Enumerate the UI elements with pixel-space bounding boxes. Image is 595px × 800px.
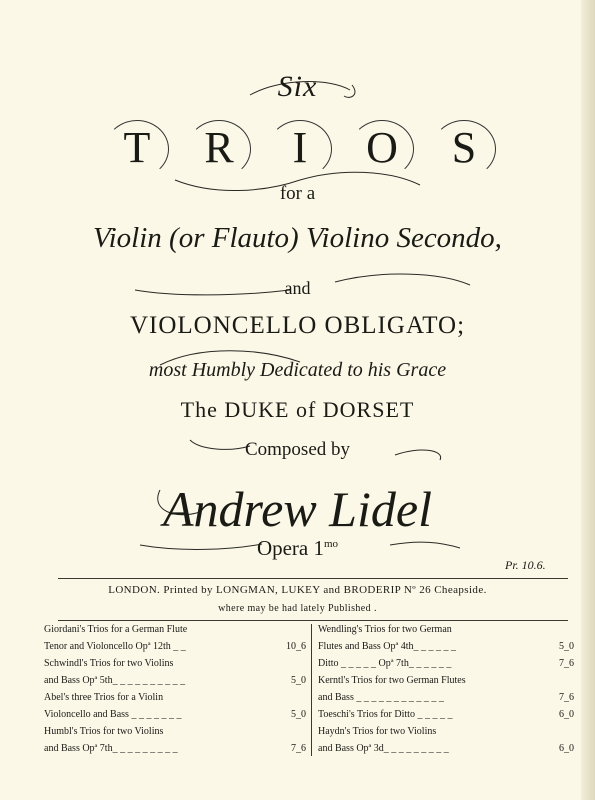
column-divider bbox=[311, 624, 312, 756]
catalogue bbox=[44, 624, 574, 760]
violoncello-line: VIOLONCELLO OBLIGATO; bbox=[129, 312, 466, 339]
dedication-line: most Humbly Dedicated to his Grace bbox=[148, 359, 447, 381]
catalogue-entry: Wendling's Trios for two German bbox=[318, 624, 452, 635]
imprint-where: where may be had lately Published . bbox=[218, 603, 377, 614]
trios-heading bbox=[0, 120, 595, 180]
catalogue-entry: and Bass Opª 3d_ _ _ _ _ _ _ _ _ 6_0 bbox=[318, 743, 574, 754]
catalogue-entry: Abel's three Trios for a Violin bbox=[44, 692, 164, 703]
catalogue-entry: and Bass _ _ _ _ _ _ _ _ _ _ _ _ 7_6 bbox=[318, 692, 574, 703]
opus-superscript: mo bbox=[324, 538, 339, 550]
catalogue-entry: Flutes and Bass Opª 4th_ _ _ _ _ _ 5_0 bbox=[318, 641, 574, 652]
for-a-text: for a bbox=[279, 183, 316, 204]
entry-price: 6_0 bbox=[559, 709, 574, 720]
entry-price: 10_6 bbox=[286, 641, 306, 652]
catalogue-entry: Haydn's Trios for two Violins bbox=[318, 726, 437, 737]
title-letter-o: O bbox=[366, 123, 398, 172]
catalogue-entry: and Bass Opª 7th_ _ _ _ _ _ _ _ _ 7_6 bbox=[44, 743, 306, 754]
duke-line: The DUKE of DORSET bbox=[180, 397, 415, 422]
rule-line bbox=[58, 578, 568, 579]
title-letter-i: I bbox=[292, 123, 308, 172]
entry-price: 7_6 bbox=[559, 692, 574, 703]
and-text: and bbox=[284, 278, 311, 298]
catalogue-entry: Kerntl's Trios for two German Flutes bbox=[318, 675, 466, 686]
catalogue-entry: Violoncello and Bass _ _ _ _ _ _ _ 5_0 bbox=[44, 709, 306, 720]
entry-price: 5_0 bbox=[291, 709, 306, 720]
entry-price: 6_0 bbox=[559, 743, 574, 754]
six-heading: Six bbox=[277, 70, 318, 103]
catalogue-entry: and Bass Opª 5th_ _ _ _ _ _ _ _ _ _ 5_0 bbox=[44, 675, 306, 686]
catalogue-entry: Humbl's Trios for two Violins bbox=[44, 726, 164, 737]
catalogue-entry: Ditto _ _ _ _ _ Opª 7th_ _ _ _ _ _ 7_6 bbox=[318, 658, 574, 669]
price-label: Pr. 10.6. bbox=[505, 558, 546, 572]
composer-name: Andrew Lidel bbox=[163, 481, 432, 537]
entry-price: 5_0 bbox=[559, 641, 574, 652]
opus-text: Opera 1 bbox=[256, 536, 324, 560]
catalogue-entry: Toeschi's Trios for Ditto _ _ _ _ _ 6_0 bbox=[318, 709, 574, 720]
imprint-london: LONDON. Printed by LONGMAN, LUKEY and BRODERIP Nº 26 Cheapside. bbox=[108, 584, 487, 596]
catalogue-entry: Giordani's Trios for a German Flute bbox=[44, 624, 188, 635]
catalogue-entry: Schwindl's Trios for two Violins bbox=[44, 658, 174, 669]
entry-price: 5_0 bbox=[291, 675, 306, 686]
title-letter-s: S bbox=[451, 123, 477, 172]
composed-by: Composed by bbox=[244, 439, 351, 460]
title-letter-t: T bbox=[123, 123, 151, 172]
title-letter-r: R bbox=[204, 123, 234, 172]
entry-price: 7_6 bbox=[291, 743, 306, 754]
instruments-line: Violin (or Flauto) Violino Secondo, bbox=[93, 222, 502, 254]
catalogue-entry: Tenor and Violoncello Opª 12th _ _ 10_6 bbox=[44, 641, 306, 652]
rule-line bbox=[58, 620, 568, 621]
entry-price: 7_6 bbox=[559, 658, 574, 669]
